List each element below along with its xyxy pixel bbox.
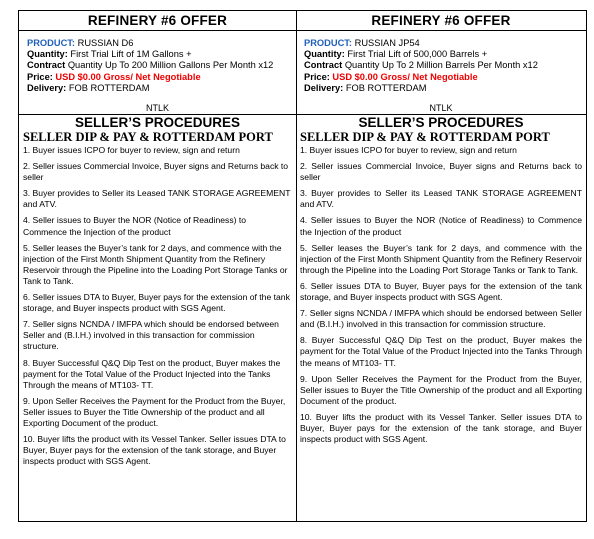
offer-details: [19, 31, 296, 103]
contract-label: Contract: [304, 60, 343, 71]
contract-line: [27, 60, 296, 71]
product-line: [304, 38, 586, 49]
delivery-value: FOB ROTTERDAM: [343, 82, 427, 93]
offer-column-left: [19, 11, 297, 521]
procedure-step: 3. Buyer provides to Seller its Leased TANK STORAGE AGREEMENT and ATV.: [23, 188, 291, 210]
offer-header: REFINERY #6 OFFER: [19, 11, 296, 31]
price-line: [27, 72, 296, 83]
offer-document: [18, 10, 587, 522]
delivery-label: Delivery:: [27, 82, 67, 93]
procedure-step: 7. Seller signs NCNDA / IMFPA which should be endorsed between Seller and (B.I.H.) involved in this transaction for commission structure.: [23, 319, 279, 352]
procedure-step: 9. Upon Seller Receives the Payment for the Product from the Buyer, Seller issues to Buyer the Title Ownership of the product and all Exporting Document of the product.: [300, 373, 582, 406]
procedure-steps: [19, 145, 296, 467]
product-label: PRODUCT:: [304, 38, 353, 48]
procedure-step: 3. Buyer provides to Seller its Leased TANK STORAGE AGREEMENT and ATV.: [300, 188, 582, 210]
product-line: [27, 38, 296, 49]
quantity-value: First Trial Lift of 500,000 Barrels +: [344, 49, 488, 60]
procedure-step: 8. Buyer Successful Q&Q Dip Test on the product, Buyer makes the payment for the Total Value of the Product Injected into the Tanks Through the means of MT103- TT.: [300, 335, 582, 368]
procedure-step: 6. Seller issues DTA to Buyer, Buyer pays for the extension of the tank storage, and Buyer inspects product with SGS Agent.: [300, 280, 582, 303]
procedure-step: 10. Buyer lifts the product with its Vessel Tanker. Seller issues DTA to Buyer, Buyer pays for the extension of the tank storage, and Buyer inspects product with SGS Agent.: [23, 434, 286, 467]
procedure-step: 5. Seller leases the Buyer’s tank for 2 days, and commence with the injection of the First Month Shipment Quantity from the Refinery Reservoir through the Pipeline into the Loading Port Storage Tanks or Tank to Tank.: [300, 242, 582, 275]
quantity-label: Quantity:: [27, 49, 68, 60]
price-label: Price:: [27, 71, 53, 82]
price-line: [304, 72, 586, 83]
procedure-step: 4. Seller issues to Buyer the NOR (Notice of Readiness) to Commence the Injection of the product: [23, 215, 247, 237]
price-label: Price:: [304, 71, 330, 82]
offer-column-right: [296, 11, 586, 521]
ntlk-label: NTLK: [296, 103, 586, 115]
procedures-subtitle: SELLER DIP & PAY & ROTTERDAM PORT: [300, 130, 550, 144]
product-value: RUSSIAN JP54: [352, 38, 420, 48]
quantity-line: [304, 49, 586, 60]
procedure-steps: [296, 145, 586, 445]
offer-details: [296, 31, 586, 103]
procedure-step: 2. Seller issues Commercial Invoice, Buyer signs and Returns back to seller: [23, 161, 289, 183]
procedure-step: 8. Buyer Successful Q&Q Dip Test on the product, Buyer makes the payment for the Total Value of the Product Injected into the Tanks Through the means of MT103- TT.: [23, 357, 281, 390]
ntlk-label: NTLK: [19, 103, 296, 115]
procedure-step: 9. Upon Seller Receives the Payment for the Product from the Buyer, Seller issues to Buyer the Title Ownership of the product and all Exporting Document of the product.: [23, 395, 286, 428]
offer-header: REFINERY #6 OFFER: [296, 11, 586, 31]
quantity-label: Quantity:: [304, 49, 345, 60]
procedure-step: 2. Seller issues Commercial Invoice, Buyer signs and Returns back to seller: [300, 161, 582, 183]
procedure-step: 6. Seller issues DTA to Buyer, Buyer pays for the extension of the tank storage, and Buyer inspects product with SGS Agent.: [23, 292, 290, 314]
procedures-subtitle: SELLER DIP & PAY & ROTTERDAM PORT: [23, 130, 273, 144]
contract-value: Quantity Up To 200 Million Gallons Per Month x12: [65, 60, 274, 71]
procedure-step: 1. Buyer issues ICPO for buyer to review, sign and return: [300, 145, 517, 155]
delivery-value: FOB ROTTERDAM: [66, 82, 150, 93]
procedure-step: 1. Buyer issues ICPO for buyer to review, sign and return: [23, 145, 240, 155]
price-value: USD $0.00 Gross/ Net Negotiable: [329, 71, 478, 82]
procedures-title: SELLER’S PROCEDURES: [358, 115, 524, 130]
contract-value: Quantity Up To 2 Million Barrels Per Month x12: [342, 60, 538, 71]
delivery-line: [304, 83, 586, 94]
procedure-step: 10. Buyer lifts the product with its Vessel Tanker. Seller issues DTA to Buyer, Buyer pays for the extension of the tank storage, and Buyer inspects product with SGS Agent.: [300, 411, 582, 445]
delivery-label: Delivery:: [304, 82, 344, 93]
product-value: RUSSIAN D6: [75, 38, 134, 48]
procedures-title: SELLER’S PROCEDURES: [74, 115, 241, 130]
procedure-step: 7. Seller signs NCNDA / IMFPA which should be endorsed between Seller and (B.I.H.) involved in this transaction for commission structure.: [300, 308, 582, 330]
procedure-step: 5. Seller leases the Buyer’s tank for 2 days, and commence with the injection of the First Month Shipment Quantity from the Refinery Reservoir through the Pipeline into the Loading Port Storage Tanks or Tank to Tank.: [23, 242, 288, 286]
price-value: USD $0.00 Gross/ Net Negotiable: [52, 71, 201, 82]
product-label: PRODUCT:: [27, 38, 76, 48]
quantity-line: [27, 49, 296, 60]
quantity-value: First Trial Lift of 1M Gallons +: [67, 49, 192, 60]
delivery-line: [27, 83, 296, 94]
procedure-step: 4. Seller issues to Buyer the NOR (Notice of Readiness) to Commence the Injection of the product: [300, 215, 582, 237]
contract-line: [304, 60, 586, 71]
contract-label: Contract: [27, 60, 66, 71]
